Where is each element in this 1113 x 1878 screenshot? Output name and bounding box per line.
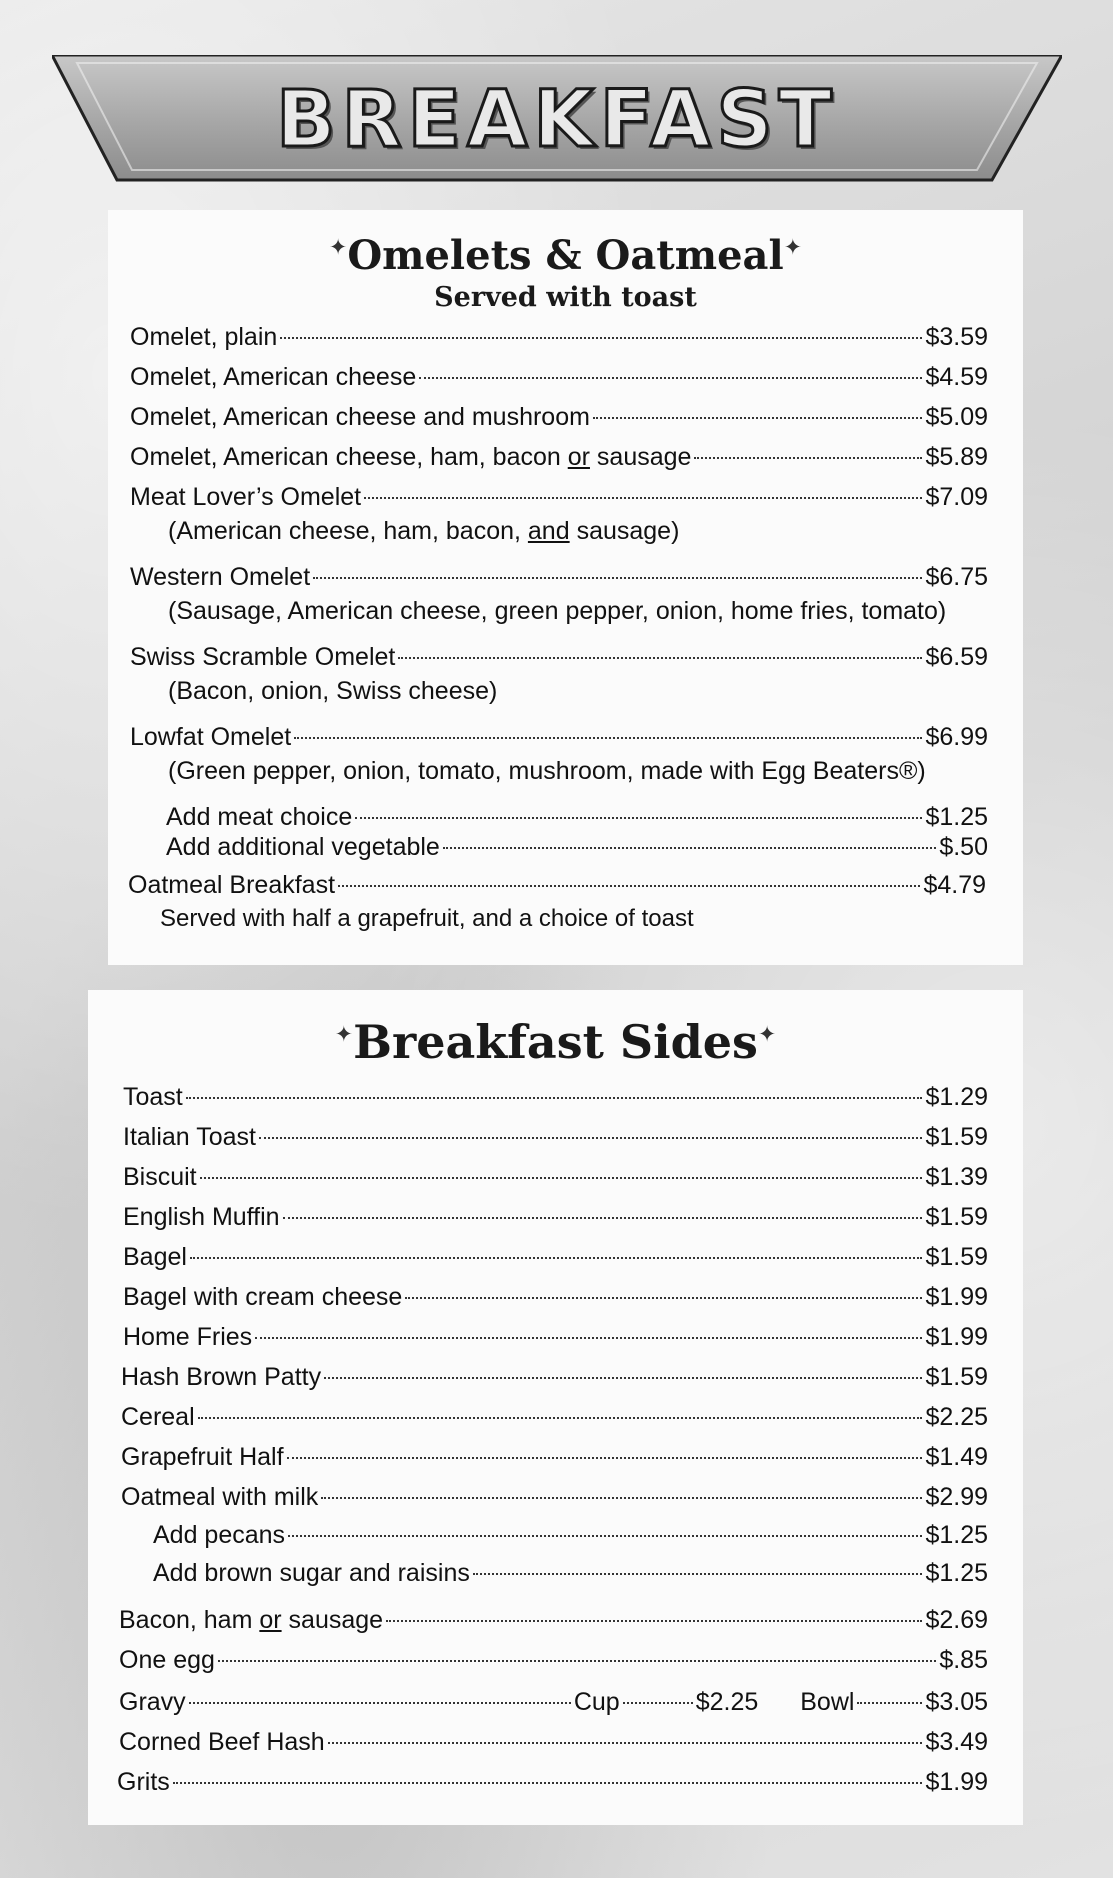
menu-item: Biscuit $1.39 bbox=[123, 1163, 988, 1191]
sparkle-icon: ✦ bbox=[328, 235, 348, 261]
omelets-subtitle: Served with toast bbox=[434, 282, 697, 313]
item-description: (Green pepper, onion, tomato, mushroom, made with Egg Beaters®) bbox=[168, 757, 926, 785]
menu-item: Omelet, American cheese $4.59 bbox=[130, 363, 988, 391]
menu-item: Home Fries $1.99 bbox=[123, 1323, 988, 1351]
menu-item: Omelet, American cheese and mushroom $5.09 bbox=[130, 403, 988, 431]
menu-item: Bagel $1.59 bbox=[123, 1243, 988, 1271]
menu-item: Grapefruit Half $1.49 bbox=[121, 1443, 988, 1471]
menu-item: Toast $1.29 bbox=[123, 1083, 988, 1111]
menu-item: Add pecans $1.25 bbox=[153, 1521, 988, 1549]
menu-item: Meat Lover’s Omelet $7.09 bbox=[130, 483, 988, 511]
omelets-title: ✦Omelets & Oatmeal✦ bbox=[328, 232, 803, 279]
menu-item-gravy: Gravy Cup $2.25 Bowl $3.05 bbox=[119, 1688, 988, 1716]
sides-title: ✦Breakfast Sides✦ bbox=[334, 1015, 777, 1069]
menu-item: Omelet, American cheese, ham, bacon or sausage $5.89 bbox=[130, 443, 988, 471]
menu-item: Add meat choice $1.25 bbox=[166, 803, 988, 831]
menu-item: Cereal $2.25 bbox=[121, 1403, 988, 1431]
menu-item: Bacon, ham or sausage $2.69 bbox=[119, 1606, 988, 1634]
sparkle-icon: ✦ bbox=[783, 235, 803, 261]
menu-item: Corned Beef Hash $3.49 bbox=[119, 1728, 988, 1756]
item-description: Served with half a grapefruit, and a choice of toast bbox=[160, 905, 694, 932]
sparkle-icon: ✦ bbox=[334, 1022, 354, 1048]
sparkle-icon: ✦ bbox=[757, 1022, 777, 1048]
sides-panel bbox=[88, 990, 1023, 1825]
omelets-panel bbox=[108, 210, 1023, 965]
menu-item: Add brown sugar and raisins $1.25 bbox=[153, 1559, 988, 1587]
menu-item: Oatmeal Breakfast $4.79 bbox=[128, 871, 986, 899]
item-description: (American cheese, ham, bacon, and sausage) bbox=[168, 517, 680, 545]
menu-item: Add additional vegetable $.50 bbox=[166, 833, 988, 861]
menu-item: Italian Toast $1.59 bbox=[123, 1123, 988, 1151]
menu-item: English Muffin $1.59 bbox=[123, 1203, 988, 1231]
menu-item: One egg $.85 bbox=[119, 1646, 988, 1674]
item-description: (Sausage, American cheese, green pepper, onion, home fries, tomato) bbox=[168, 597, 947, 625]
menu-item: Lowfat Omelet $6.99 bbox=[130, 723, 988, 751]
menu-item: Hash Brown Patty $1.59 bbox=[121, 1363, 988, 1391]
page-title: BREAKFAST bbox=[276, 75, 838, 165]
menu-item: Grits $1.99 bbox=[117, 1768, 988, 1796]
item-description: (Bacon, onion, Swiss cheese) bbox=[168, 677, 498, 705]
menu-item: Omelet, plain $3.59 bbox=[130, 323, 988, 351]
menu-item: Swiss Scramble Omelet $6.59 bbox=[130, 643, 988, 671]
menu-item: Western Omelet $6.75 bbox=[130, 563, 988, 591]
header-banner bbox=[52, 55, 1062, 185]
menu-item: Oatmeal with milk $2.99 bbox=[121, 1483, 988, 1511]
menu-item: Bagel with cream cheese $1.99 bbox=[123, 1283, 988, 1311]
